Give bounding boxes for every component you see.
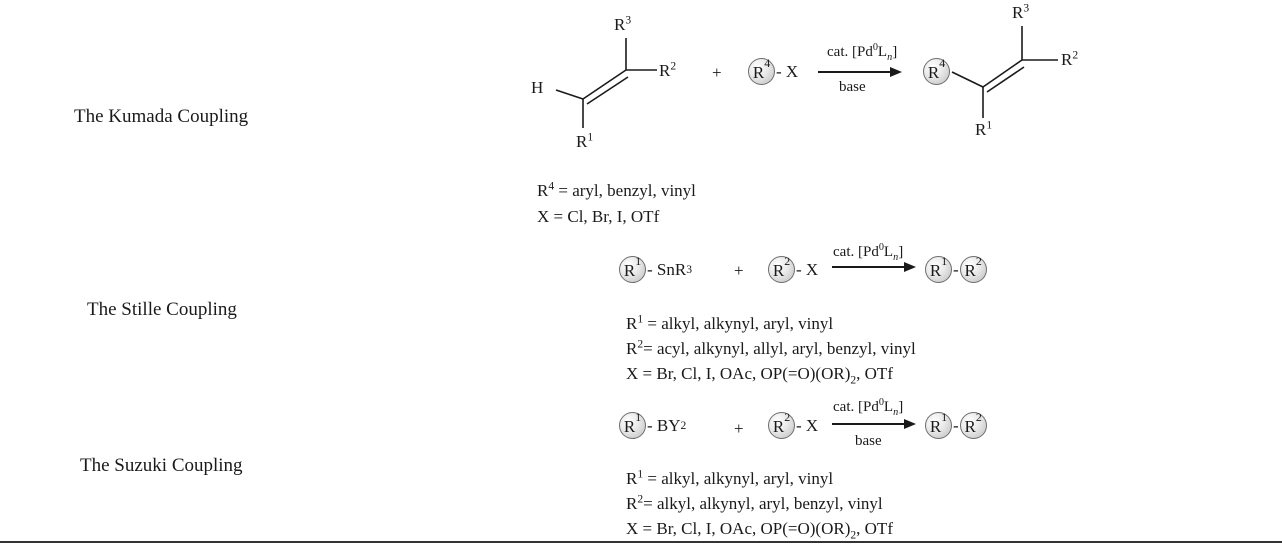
circled-R1: $R^1$ (925, 256, 952, 283)
suzuki-catalyst: cat. $[Pd^0L_n]$ (833, 397, 904, 418)
substituent-R1: $R^1$ (576, 130, 594, 151)
circled-R4: $R^4$ (923, 58, 950, 85)
kumada-title: The Kumada Coupling (74, 106, 249, 127)
product-R4 (923, 58, 951, 85)
reagent-R4X: $R^4$ - X (748, 58, 798, 85)
suzuki-condition-3: X = Br, Cl, I, OAc, $OP(=O)(OR)_2$, OTf (626, 519, 893, 542)
stille-reagent-1: $R^1$ - SnR 3 (619, 256, 692, 283)
stille-product: $R^1$ - $R^2$ (925, 256, 988, 283)
circled-R1: $R^1$ (619, 256, 646, 283)
suzuki-base: base (855, 433, 882, 449)
suzuki-reagent-2: $R^2$ - X (768, 412, 818, 439)
bottom-rule (0, 541, 1282, 543)
circled-R2: $R^2$ (768, 256, 795, 283)
product-R1: $R^1$ (975, 118, 993, 139)
stille-catalyst: cat. $[Pd^0L_n]$ (833, 242, 904, 263)
stille-condition-1: $R^1$ = alkyl, alkynyl, aryl, vinyl (626, 312, 834, 333)
suzuki-reagent-1: $R^1$ - BY 2 (619, 412, 686, 439)
product-R2: $R^2$ (1061, 48, 1079, 69)
circled-R2: $R^2$ (960, 256, 987, 283)
substituent-R3: $R^3$ (614, 13, 632, 34)
suzuki-condition-2: $R^2=$ alkyl, alkynyl, aryl, benzyl, vinyl (626, 492, 883, 513)
kumada-condition-2: X = Cl, Br, I, OTf (537, 207, 660, 226)
stille-plus: + (734, 261, 744, 280)
stille-reagent-2: $R^2$ - X (768, 256, 818, 283)
product-R3: $R^3$ (1012, 1, 1030, 22)
circled-R1: $R^1$ (925, 412, 952, 439)
catalyst-label: cat. $[Pd^0L_n]$ (827, 42, 898, 63)
product-alkene-bonds (952, 26, 1058, 118)
reactant-alkene-bonds (556, 38, 657, 128)
suzuki-product: $R^1$ - $R^2$ (925, 412, 988, 439)
substituent-R2: $R^2$ (659, 59, 677, 80)
stille-condition-3: X = Br, Cl, I, OAc, $OP(=O)(OR)_2$, OTf (626, 364, 893, 387)
circled-R1: $R^1$ (619, 412, 646, 439)
kumada-condition-1: $R^4$ = aryl, benzyl, vinyl (537, 179, 696, 200)
suzuki-condition-1: $R^1$ = alkyl, alkynyl, aryl, vinyl (626, 467, 834, 488)
circled-R4: $R^4$ (748, 58, 775, 85)
stille-title: The Stille Coupling (87, 299, 237, 320)
suzuki-title: The Suzuki Coupling (80, 455, 243, 476)
stille-condition-2: $R^2=$ acyl, alkynyl, allyl, aryl, benzyl, vinyl (626, 337, 916, 358)
atom-H: H (531, 78, 544, 97)
circled-R2: $R^2$ (960, 412, 987, 439)
plus-sign: + (712, 63, 722, 82)
suzuki-plus: + (734, 419, 744, 438)
circled-R2: $R^2$ (768, 412, 795, 439)
base-label: base (839, 79, 866, 95)
